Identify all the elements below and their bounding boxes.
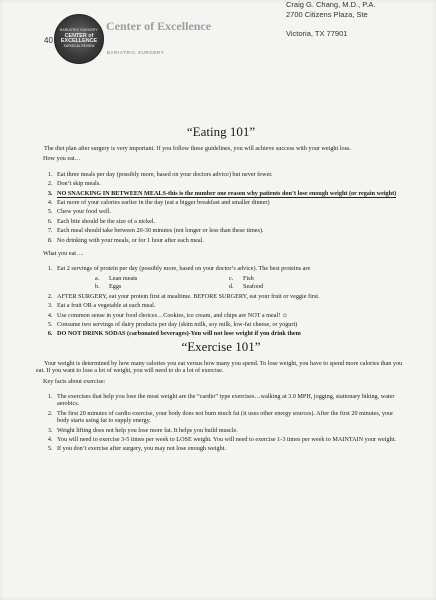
eating-intro: The diet plan after surgery is very important. If you follow these guidelines, you will achieve success with your weight loss. xyxy=(44,145,351,152)
list-item: 2. Don’t skip meals. xyxy=(54,180,406,187)
document-body xyxy=(36,125,406,455)
list-item: 7. Each meal should take between 20-30 minutes (not longer or less than these times). xyxy=(54,227,406,234)
protein-letter: a. xyxy=(95,274,100,282)
list-item xyxy=(54,265,406,290)
list-item: 5. Consume two servings of dairy products per day (skim milk, soy milk, low-fat cheese, or yogurt) xyxy=(54,321,406,328)
how-you-eat-label: How you eat… xyxy=(43,155,81,163)
protein-name: Seafood xyxy=(243,283,264,291)
seal-icon xyxy=(54,14,104,64)
list-item: 5. If you don’t exercise after surgery, you may not lose enough weight. xyxy=(54,445,406,452)
address-block xyxy=(286,0,426,39)
logo-number: 40 xyxy=(44,36,53,45)
list-item: 6. Each bite should be the size of a nickel. xyxy=(54,218,406,225)
list-item: 6. DO NOT DRINK SODAS (carbonated beverages)-You will not lose weight if you drink them xyxy=(54,330,406,337)
list-item: 2. The first 20 minutes of cardio exercise, your body does not burn much fat (it uses other energy sources). After the first 20 minutes, your body starts using fat to supply energy. xyxy=(54,410,406,425)
list-item: 3. Weight lifting does not help you lose more fat. It helps you build muscle. xyxy=(54,427,406,434)
practice-logo xyxy=(44,14,214,68)
list-item: 4. You will need to exercise 3-5 times per week to LOSE weight. You will need to exercise 1-3 times per week to MAINTAIN your weight. xyxy=(54,436,406,443)
what-you-eat-label: What you eat…. xyxy=(43,250,84,258)
list-item: 1. Eat three meals per day (possibly more, based on your doctors advice) but never fewer. xyxy=(54,171,406,178)
eating-heading: “Eating 101” xyxy=(186,124,256,139)
doctor-name: Craig G. Chang, M.D., P.A. xyxy=(286,0,376,9)
protein-options xyxy=(95,275,406,291)
list-item: 8. No drinking with your meals, or for 1 hour after each meal. xyxy=(54,237,406,244)
exercise-heading: “Exercise 101” xyxy=(181,338,261,354)
exercise-intro: Your weight is determined by how many calories you eat versus how many you spend. To lose weight, you have to spend more calories than you eat. If you want to lose a lot of weight, you will need to do a lot of exercise. xyxy=(36,359,403,375)
seal-main-text: CENTER of EXCELLENCE xyxy=(60,32,98,44)
list-item: 3. Eat a fruit OR a vegetable at each meal. xyxy=(54,302,406,309)
snacking-warning: NO SNACKING IN BETWEEN MEALS-this is the number one reason why patients don’t lose enough weight (or regain weight) xyxy=(57,189,397,197)
protein-name: Fish xyxy=(243,274,254,282)
list-item xyxy=(54,190,406,197)
seal-bottom-text: SURGICAL REVIEW xyxy=(63,44,95,49)
list-item: 4. Eat more of your calories earlier in the day (eat a bigger breakfast and smaller dinner) xyxy=(54,199,406,206)
protein-letter: b. xyxy=(95,283,100,291)
seal-top-text: BARIATRIC SURGERY xyxy=(60,28,98,33)
how-you-eat-list xyxy=(36,171,406,244)
street-address: 2700 Citizens Plaza, Ste xyxy=(286,10,368,19)
protein-name: Eggs xyxy=(109,283,122,291)
protein-letter: d. xyxy=(229,283,234,291)
protein-name: Lean meats xyxy=(109,274,138,282)
protein-letter: c. xyxy=(229,274,234,282)
list-item: 4. Use common sense in your food choices…Cookies, ice cream, and chips are NOT a meal! ☺ xyxy=(54,312,406,319)
protein-item-text: Eat 2 servings of protein per day (possibly more, based on your doctor’s advice). The best proteins are xyxy=(57,265,311,273)
what-you-eat-list xyxy=(36,265,406,337)
list-item: 1. The exercises that help you lose the most weight are the “cardio” type exercises…walking at 3.0 MPH, jogging, stationary biking, water aerobics. xyxy=(54,393,406,408)
list-item: 2. AFTER SURGERY, eat your protein first at mealtime. BEFORE SURGERY, eat your fruit or veggie first. xyxy=(54,293,406,300)
city-address: Victoria, TX 77901 xyxy=(286,29,348,38)
exercise-list xyxy=(36,393,406,453)
list-item: 5. Chew your food well. xyxy=(54,208,406,215)
key-facts-label: Key facts about exercise: xyxy=(43,377,106,385)
logo-title: Center of Excellence xyxy=(106,19,212,33)
logo-subtitle: BARIATRIC SURGERY xyxy=(107,50,165,55)
